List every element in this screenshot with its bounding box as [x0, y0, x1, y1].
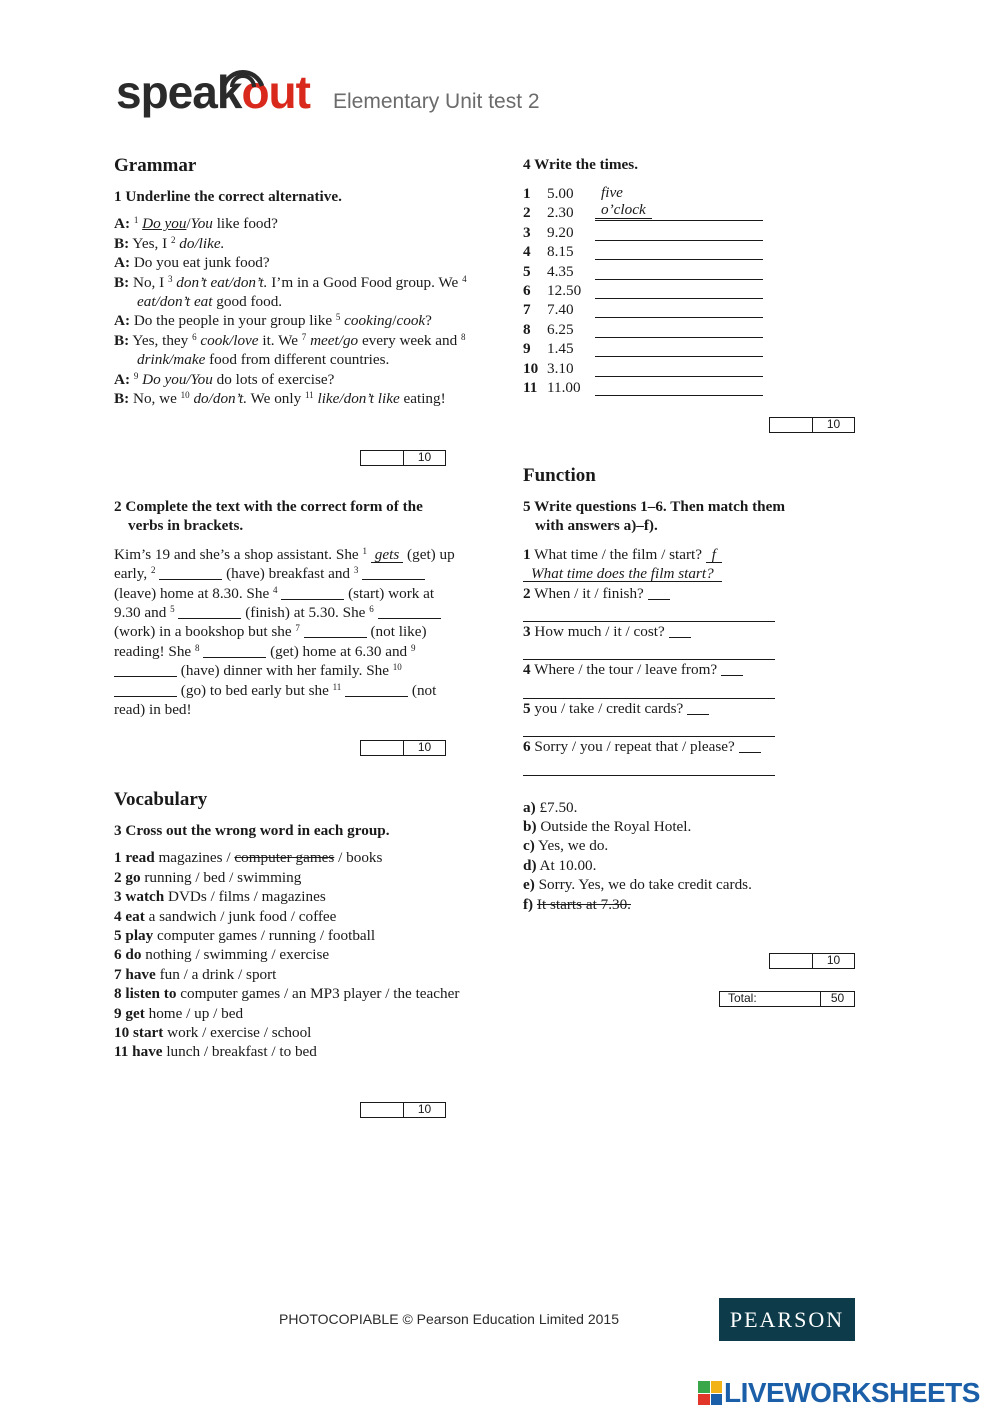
- list-item[interactable]: 7 have fun / a drink / sport: [114, 965, 277, 983]
- total-max: 50: [830, 991, 845, 1005]
- dialogue-line: A: $^9$ Do you/You do lots of exercise?: [114, 370, 335, 388]
- question-item: 5 you / take / credit cards?: [523, 699, 853, 718]
- example-answer: gets: [371, 547, 403, 563]
- total-score-box: [719, 991, 855, 1007]
- gap-input[interactable]: [378, 604, 441, 619]
- gap-input[interactable]: [114, 682, 177, 697]
- answer-option: c) Yes, we do.: [523, 837, 609, 855]
- gap-input[interactable]: [362, 565, 425, 580]
- gap-input[interactable]: [304, 623, 367, 638]
- score-entry[interactable]: [361, 741, 404, 755]
- gap-input[interactable]: [281, 585, 344, 600]
- question-item: 6 Sorry / you / repeat that / please?: [523, 737, 853, 756]
- answer-option: d) At 10.00.: [523, 856, 597, 874]
- list-item[interactable]: 5 play computer games / running / football: [114, 927, 376, 945]
- ex1-dialogue: [114, 214, 486, 408]
- score-max: 10: [826, 417, 841, 431]
- grammar-section: [114, 154, 486, 408]
- dialogue-line: A: $^1$ Do you/You like food?: [114, 215, 278, 233]
- dialogue-line: B: Yes, I $^2$ do/like.: [114, 234, 225, 252]
- liveworksheets-watermark: [698, 1376, 980, 1410]
- function-heading: Function: [523, 465, 596, 486]
- score-entry[interactable]: [770, 418, 813, 432]
- gap-input[interactable]: [345, 682, 408, 697]
- answer-input[interactable]: [595, 223, 763, 241]
- function-section: [523, 464, 853, 914]
- score-max: 10: [417, 1102, 432, 1116]
- signal-icon: [218, 60, 268, 90]
- match-input[interactable]: [687, 700, 709, 715]
- ex2-instruction-cont: verbs in brackets.: [128, 517, 244, 535]
- score-entry[interactable]: [361, 451, 404, 465]
- ex3-list: [114, 848, 486, 1061]
- answer-options: [523, 798, 853, 914]
- dialogue-line: A: Do the people in your group like $^5$ cooking/cook?: [114, 312, 432, 330]
- ex3-score-box: [360, 1102, 446, 1118]
- list-item[interactable]: 4 eat a sandwich / junk food / coffee: [114, 907, 337, 925]
- example-answer: five o’clock: [595, 184, 652, 219]
- score-entry[interactable]: [361, 1103, 404, 1117]
- ex4-instruction: 4 Write the times.: [523, 156, 639, 173]
- ex2-section: [114, 497, 486, 719]
- logo-text-speak: speak: [116, 66, 242, 118]
- logo-text-out: out: [241, 66, 310, 118]
- ex2-text: Kim’s 19 and she’s a shop assistant. She $^1$ gets (get) up early, $^2$ (have) breakfast and $^3$ (leave) home at 8.30. She $^4$ (start) work at 9.30 and $^5$ (finish) at 5.30. She $^6$ (work) in a bookshop but she $^7$ (not like) reading! She $^8$ (get) home at 6.30 and $^9$ (have) dinner with her family. She $^{10}$ (go) to bed early but she $^{11}$ (not read) in bed!: [114, 545, 455, 719]
- gap-input[interactable]: [114, 662, 177, 677]
- ex2-instruction: 2 Complete the text with the correct form of the: [114, 498, 423, 515]
- test-subtitle: Elementary Unit test 2: [333, 90, 540, 113]
- total-label: Total:: [720, 992, 821, 1006]
- ex5-score-box: [769, 953, 855, 969]
- answer-option: e) Sorry. Yes, we do take credit cards.: [523, 876, 752, 894]
- vocabulary-heading: Vocabulary: [114, 789, 208, 810]
- list-item[interactable]: 11 have lunch / breakfast / to bed: [114, 1043, 317, 1061]
- ex3-instruction: 3 Cross out the wrong word in each group.: [114, 822, 390, 839]
- list-item[interactable]: 3 watch DVDs / films / magazines: [114, 888, 326, 906]
- question-item: 4 Where / the tour / leave from?: [523, 660, 853, 679]
- answer-input[interactable]: [523, 757, 775, 776]
- answer-option: a) £7.50.: [523, 798, 578, 816]
- score-entry[interactable]: [770, 954, 813, 968]
- question-item: [523, 564, 853, 583]
- list-item: 1 read magazines / computer games / books: [114, 849, 383, 867]
- ex4-score-box: [769, 417, 855, 433]
- gap-input[interactable]: [159, 565, 222, 580]
- answer-input[interactable]: [595, 262, 763, 280]
- match-input[interactable]: [648, 585, 670, 600]
- answer-input[interactable]: [595, 320, 763, 338]
- ex1-instruction: 1 Underline the correct alternative.: [114, 188, 342, 205]
- answer-input[interactable]: [595, 378, 763, 396]
- ex2-score-box: [360, 740, 446, 756]
- ex5-instruction: 5 Write questions 1–6. Then match them: [523, 498, 785, 515]
- example-answer: What time does the film start?: [523, 566, 722, 582]
- score-max: 10: [417, 450, 432, 464]
- question-item: 2 When / it / finish?: [523, 584, 853, 603]
- list-item[interactable]: 10 start work / exercise / school: [114, 1024, 312, 1042]
- answer-option: b) Outside the Royal Hotel.: [523, 817, 692, 835]
- answer-input[interactable]: [523, 641, 775, 660]
- gap-input[interactable]: [178, 604, 241, 619]
- match-input[interactable]: [669, 623, 691, 638]
- score-max: 10: [417, 740, 432, 754]
- match-input[interactable]: [721, 661, 743, 676]
- answer-input[interactable]: [523, 718, 775, 737]
- list-item[interactable]: 9 get home / up / bed: [114, 1004, 244, 1022]
- vocabulary-section: [114, 788, 486, 1062]
- list-item[interactable]: 6 do nothing / swimming / exercise: [114, 946, 330, 964]
- list-item[interactable]: 8 listen to computer games / an MP3 player / the teacher: [114, 985, 460, 1003]
- copyright-text: PHOTOCOPIABLE © Pearson Education Limited 2015: [279, 1311, 620, 1327]
- answer-input[interactable]: [595, 359, 763, 377]
- gap-input[interactable]: [203, 643, 266, 658]
- ex5-instruction-cont: with answers a)–f).: [535, 517, 658, 535]
- dialogue-line: B: Yes, they $^6$ cook/love it. We $^7$ meet/go every week and $^8$ drink/make food from different countries.: [114, 331, 466, 369]
- answer-input[interactable]: [595, 242, 763, 260]
- dialogue-line: B: No, I $^3$ don’t eat/don’t. I’m in a Good Food group. We $^4$ eat/don’t eat good food.: [114, 273, 467, 311]
- answer-option: f) It starts at 7.30.: [523, 895, 631, 913]
- match-input[interactable]: [739, 738, 761, 753]
- answer-input[interactable]: [595, 300, 763, 318]
- pearson-logo: PEARSON: [719, 1298, 855, 1341]
- answer-input[interactable]: [523, 603, 775, 622]
- ex1-score-box: [360, 450, 446, 466]
- dialogue-line: A: Do you eat junk food?: [114, 254, 270, 272]
- answer-input[interactable]: [595, 203, 763, 221]
- answer-input[interactable]: [595, 281, 763, 299]
- answer-input[interactable]: [523, 680, 775, 699]
- example-match: f: [706, 547, 722, 563]
- score-max: 10: [826, 953, 841, 967]
- dialogue-line: B: No, we $^{10}$ do/don’t. We only $^{11}$ like/don’t like eating!: [114, 390, 446, 408]
- question-item: 3 How much / it / cost?: [523, 622, 853, 641]
- answer-input[interactable]: [595, 339, 763, 357]
- question-list: [523, 545, 853, 776]
- liveworksheets-icon: [698, 1381, 722, 1405]
- watermark-text: LIVEWORKSHEETS: [724, 1377, 980, 1408]
- question-item: 1 What time / the film / start? f: [523, 545, 853, 564]
- list-item[interactable]: 2 go running / bed / swimming: [114, 868, 302, 886]
- grammar-heading: Grammar: [114, 155, 197, 176]
